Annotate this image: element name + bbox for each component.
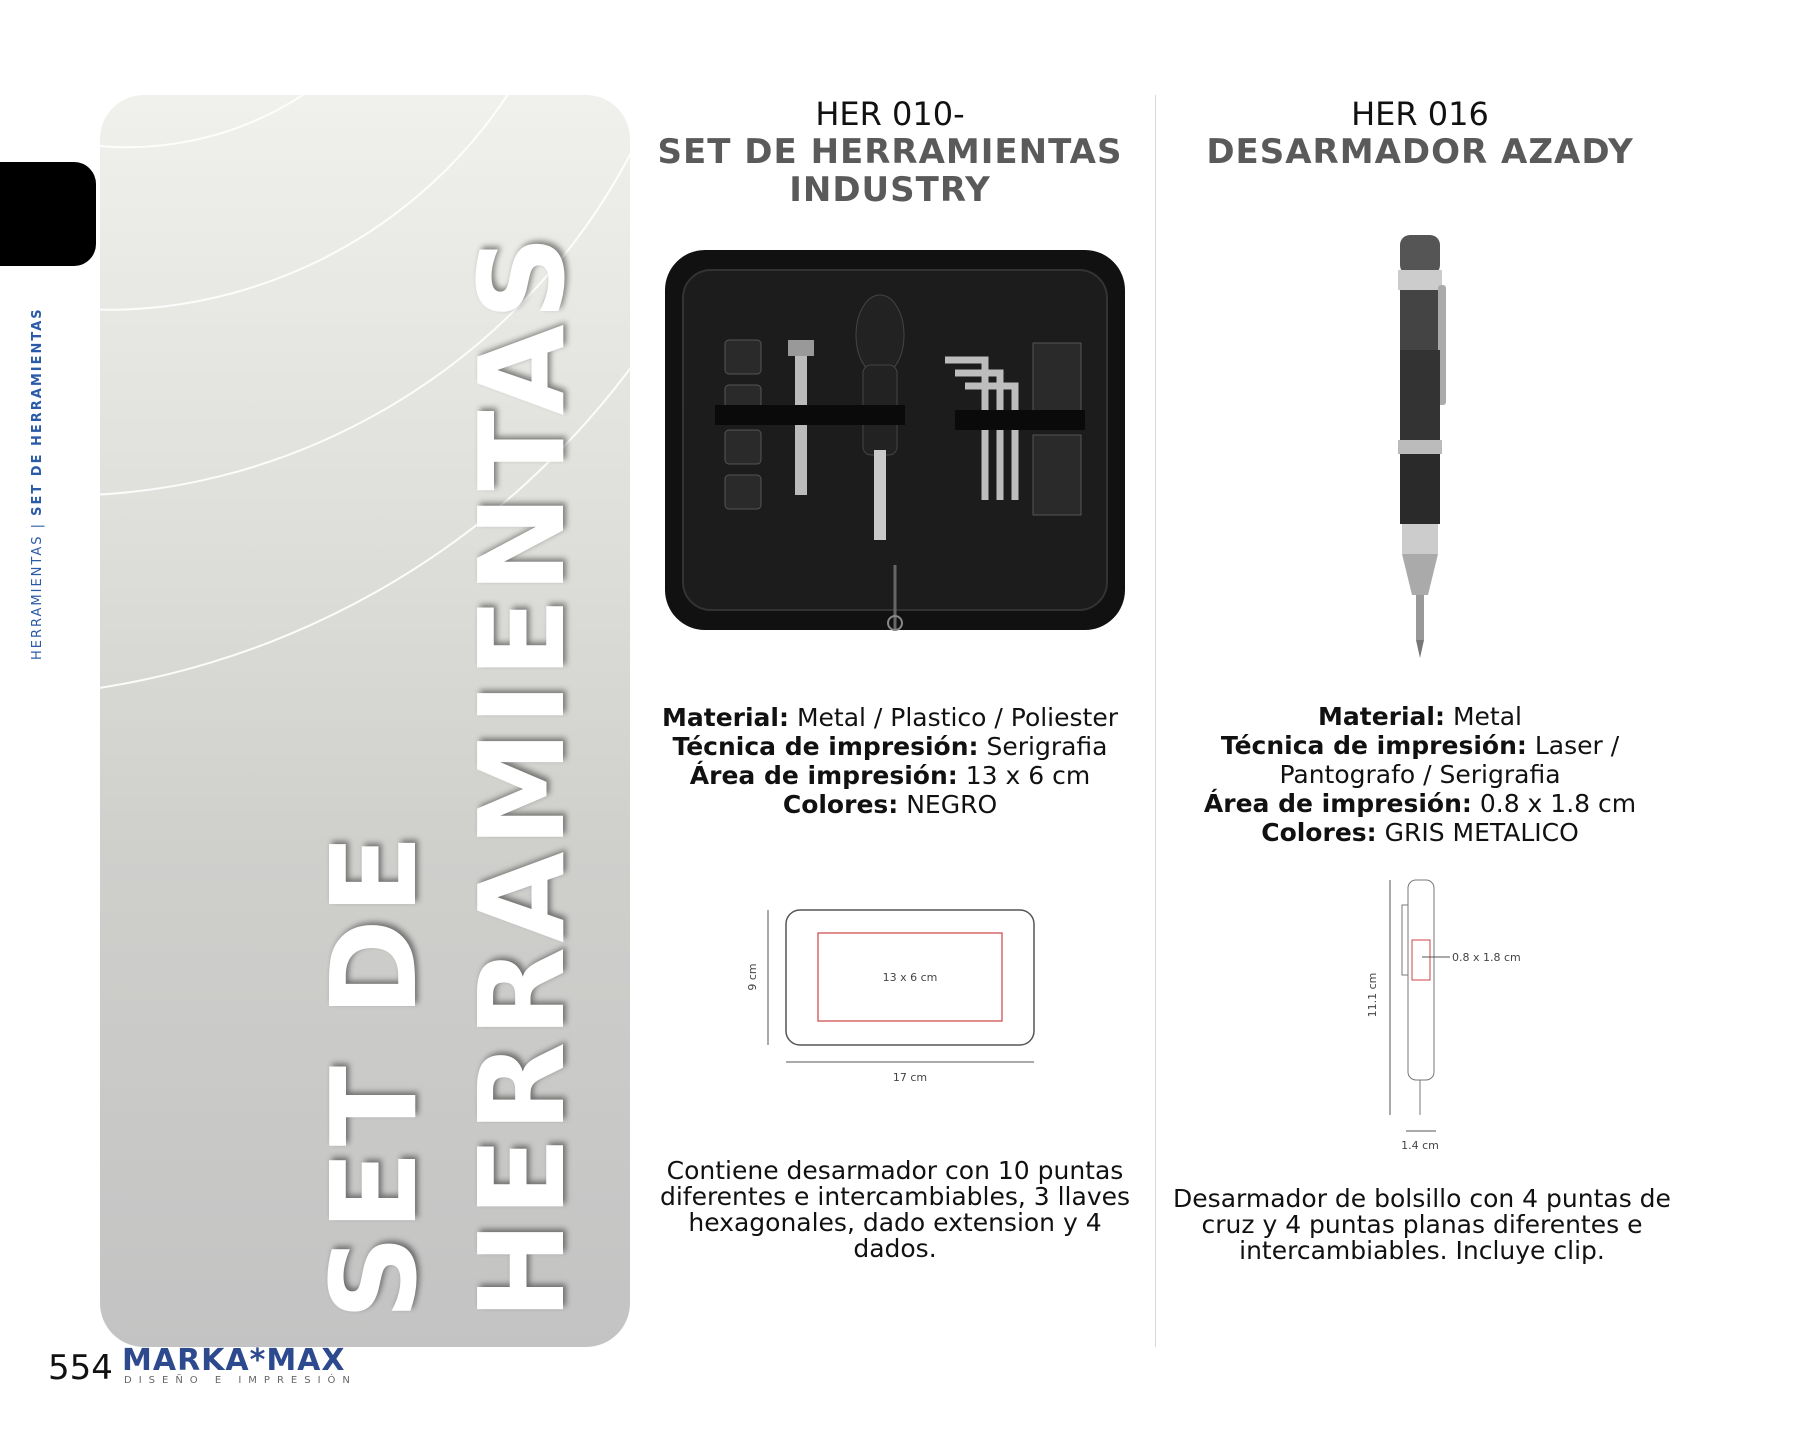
print-area-diagram-her016: [1360, 875, 1520, 1160]
width-dimension: 1.4 cm: [1401, 1139, 1439, 1152]
breadcrumb-subsection: SET DE HERRAMIENTAS: [30, 307, 45, 516]
colores-value: NEGRO: [906, 790, 998, 819]
sidebar-breadcrumb: [30, 307, 45, 660]
panel-title-line1: SET DE: [305, 830, 443, 1320]
area-value: 0.8 x 1.8 cm: [1479, 789, 1637, 818]
inner-dimension: 13 x 6 cm: [882, 971, 938, 984]
page-number: 554: [48, 1348, 113, 1388]
tecnica-value: Laser /: [1534, 731, 1620, 760]
column-divider: [1155, 95, 1156, 1347]
print-area-diagram-her010: [746, 905, 1050, 1090]
tecnica-value: Serigrafia: [986, 732, 1108, 761]
specs-her010: [640, 703, 1140, 819]
area-label: Área de impresión:: [1203, 789, 1472, 818]
height-dimension: 11.1 cm: [1366, 972, 1379, 1018]
colores-label: Colores:: [1261, 818, 1377, 847]
product-her010: [640, 95, 1140, 209]
area-label: Área de impresión:: [689, 761, 958, 790]
print-dimension: 0.8 x 1.8 cm: [1452, 951, 1521, 964]
tool-kit-image: [655, 245, 1135, 645]
screwdriver-image: [1380, 230, 1470, 670]
description-her010: Contiene desarmador con 10 puntas diferentes e intercambiables, 3 llaves hexagonales, dado extension y 4 dados.: [659, 1156, 1131, 1263]
description-her016: Desarmador de bolsillo con 4 puntas de cruz y 4 puntas planas diferentes e intercambiables. Incluye clip.: [1173, 1184, 1671, 1265]
panel-title: [300, 231, 596, 1320]
width-dimension: 17 cm: [892, 1071, 928, 1084]
material-label: Material:: [662, 703, 789, 732]
product-name-line1: SET DE HERRAMIENTAS: [657, 132, 1123, 172]
panel-title-line2: HERRAMIENTAS: [453, 231, 591, 1320]
tecnica-label: Técnica de impresión:: [672, 732, 979, 761]
colores-label: Colores:: [782, 790, 899, 819]
product-code: HER 010-: [815, 95, 965, 133]
colores-value: GRIS METALICO: [1384, 818, 1579, 847]
height-dimension: 9 cm: [746, 963, 759, 991]
tecnica-value-cont: Pantografo / Serigrafia: [1279, 760, 1561, 789]
product-name-line2: INDUSTRY: [789, 170, 991, 210]
area-value: 13 x 6 cm: [965, 761, 1091, 790]
product-code: HER 016: [1351, 95, 1489, 133]
material-value: Metal / Plastico / Poliester: [796, 703, 1118, 732]
material-value: Metal: [1452, 702, 1522, 731]
tecnica-label: Técnica de impresión:: [1220, 731, 1527, 760]
material-label: Material:: [1318, 702, 1445, 731]
product-name-line1: DESARMADOR AZADY: [1206, 132, 1634, 172]
specs-her016: [1170, 702, 1670, 847]
breadcrumb-section: HERRAMIENTAS: [30, 534, 45, 660]
breadcrumb-separator: |: [30, 521, 45, 529]
category-panel: [100, 95, 630, 1347]
section-tab: [0, 162, 96, 266]
brand-logo: MARKA*MAX: [122, 1343, 346, 1378]
product-her016: [1170, 95, 1670, 171]
brand-tagline: DISEÑO E IMPRESIÓN: [124, 1375, 357, 1386]
